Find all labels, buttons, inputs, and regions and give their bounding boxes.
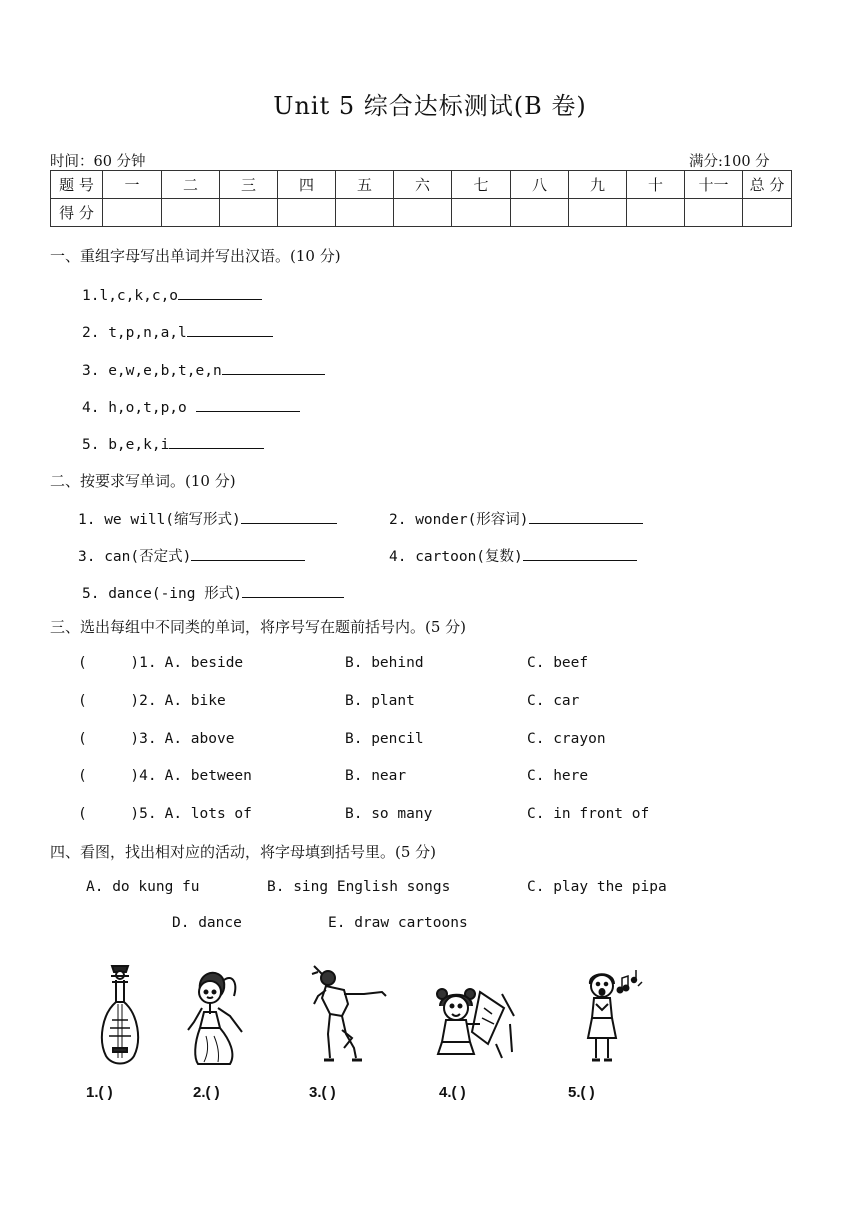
answer-blank[interactable] — [178, 285, 262, 300]
answer-paren[interactable]: ( — [78, 768, 131, 784]
question-item: 5. b,e,k,i — [82, 434, 264, 453]
choice-row: ( )5. A. lots of — [78, 806, 252, 822]
table-cell: 一 — [103, 171, 162, 199]
section-2-heading: 二、按要求写单词。(10 分) — [50, 472, 236, 490]
picture-label[interactable]: 1.( ) — [86, 1084, 113, 1101]
score-input-cell[interactable] — [278, 199, 336, 227]
answer-blank[interactable] — [169, 434, 264, 449]
table-cell: 二 — [162, 171, 220, 199]
answer-blank[interactable] — [222, 360, 325, 375]
answer-blank[interactable] — [523, 546, 637, 561]
answer-paren[interactable]: ( — [78, 655, 131, 671]
answer-blank[interactable] — [187, 322, 273, 337]
section-3-heading: 三、选出每组中不同类的单词，将序号写在题前括号内。(5 分) — [50, 618, 467, 636]
activity-option: E. draw cartoons — [328, 915, 468, 931]
singing-girl-icon — [580, 968, 648, 1070]
question-item: 2. t,p,n,a,l — [82, 322, 273, 341]
option-c: C. beef — [527, 655, 589, 671]
question-item: 4. h,o,t,p,o — [82, 397, 300, 416]
pipa-icon — [96, 962, 144, 1072]
question-item: 2. wonder(形容词) — [389, 508, 643, 529]
table-cell: 六 — [394, 171, 452, 199]
kung-fu-man-icon — [308, 964, 390, 1074]
time-limit: 时间：60 分钟 — [50, 154, 146, 170]
picture-label[interactable]: 2.( ) — [193, 1084, 220, 1101]
score-input-cell[interactable] — [336, 199, 394, 227]
page-title: Unit 5 综合达标测试(B 卷) — [273, 92, 587, 120]
answer-blank[interactable] — [196, 397, 300, 412]
score-table-score-row — [51, 199, 792, 227]
score-input-cell[interactable] — [569, 199, 627, 227]
score-table-header-row — [51, 171, 792, 199]
table-cell: 四 — [278, 171, 336, 199]
question-item: 1. we will(缩写形式) — [78, 508, 337, 529]
table-cell: 七 — [452, 171, 511, 199]
table-cell: 九 — [569, 171, 627, 199]
answer-blank[interactable] — [529, 509, 643, 524]
table-cell: 八 — [511, 171, 569, 199]
score-input-cell[interactable] — [452, 199, 511, 227]
answer-paren[interactable]: ( — [78, 731, 131, 747]
table-cell: 三 — [220, 171, 278, 199]
question-item: 3. can(否定式) — [78, 545, 305, 566]
answer-blank[interactable] — [241, 509, 337, 524]
score-input-cell[interactable] — [685, 199, 743, 227]
score-input-cell[interactable] — [220, 199, 278, 227]
picture-label[interactable]: 3.( ) — [309, 1084, 336, 1101]
answer-paren[interactable]: ( — [78, 693, 131, 709]
drawing-girl-icon — [432, 984, 518, 1064]
score-input-cell[interactable] — [394, 199, 452, 227]
activity-option: A. do kung fu — [86, 879, 200, 895]
answer-blank[interactable] — [191, 546, 305, 561]
choice-row: ( )4. A. between — [78, 768, 252, 784]
table-cell: 得 分 — [51, 199, 103, 227]
full-score: 满分:100 分 — [689, 154, 770, 170]
choice-row: ( )1. A. beside — [78, 655, 244, 671]
option-b: B. plant — [345, 693, 415, 709]
picture-label[interactable]: 4.( ) — [439, 1084, 466, 1101]
option-b: B. so many — [345, 806, 433, 822]
table-cell: 十 — [627, 171, 685, 199]
picture-label[interactable]: 5.( ) — [568, 1084, 595, 1101]
score-input-cell[interactable] — [103, 199, 162, 227]
section-4-heading: 四、看图，找出相对应的活动，将字母填到括号里。(5 分) — [50, 843, 437, 861]
choice-row: ( )2. A. bike — [78, 693, 226, 709]
activity-option: D. dance — [172, 915, 242, 931]
option-c: C. here — [527, 768, 589, 784]
score-input-cell[interactable] — [162, 199, 220, 227]
option-b: B. pencil — [345, 731, 424, 747]
score-input-cell[interactable] — [511, 199, 569, 227]
table-cell: 题 号 — [51, 171, 103, 199]
option-c: C. crayon — [527, 731, 606, 747]
table-cell: 总 分 — [743, 171, 792, 199]
table-cell: 十一 — [685, 171, 743, 199]
option-c: C. car — [527, 693, 580, 709]
question-item: 3. e,w,e,b,t,e,n — [82, 360, 325, 379]
answer-paren[interactable]: ( — [78, 806, 131, 822]
question-item: 1.l,c,k,c,o — [82, 285, 262, 304]
choice-row: ( )3. A. above — [78, 731, 235, 747]
question-item: 5. dance(-ing 形式) — [82, 582, 344, 603]
option-b: B. near — [345, 768, 407, 784]
option-b: B. behind — [345, 655, 424, 671]
table-cell: 五 — [336, 171, 394, 199]
question-item: 4. cartoon(复数) — [389, 545, 637, 566]
section-1-heading: 一、重组字母写出单词并写出汉语。(10 分) — [50, 247, 341, 265]
answer-blank[interactable] — [242, 583, 344, 598]
score-input-cell[interactable] — [743, 199, 792, 227]
activity-option: C. play the pipa — [527, 879, 667, 895]
activity-option: B. sing English songs — [267, 879, 451, 895]
dancing-girl-icon — [180, 966, 260, 1071]
score-table — [50, 170, 792, 227]
score-input-cell[interactable] — [627, 199, 685, 227]
option-c: C. in front of — [527, 806, 650, 822]
